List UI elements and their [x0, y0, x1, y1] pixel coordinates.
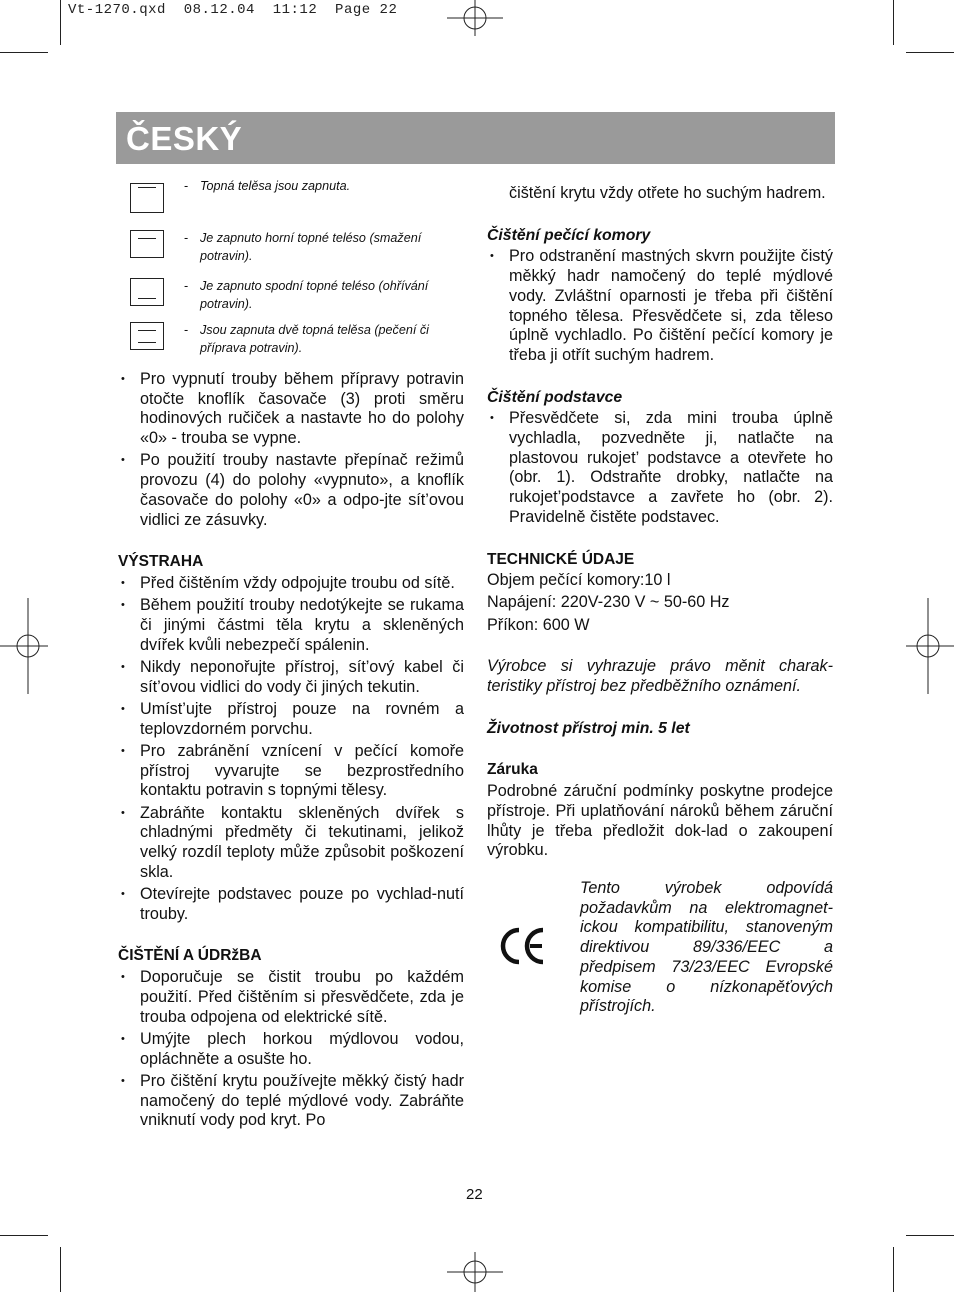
- list-item: • Pro odstranění mastných skvrn použijte čistý měkký hadr namočený do teplé mýdlové vody. Zvláštní oparnosti je třeba při čištění topného tělesa. Přesvědčete si, zda těleso úplně vychladlo. Po čištění pečící komory je třeba ji otřít suchým hadrem.: [487, 247, 833, 365]
- lower-heater-icon: [130, 278, 164, 306]
- top-heater-icon: [130, 183, 164, 213]
- lifetime-note: Životnost přístroj min. 5 let: [487, 719, 690, 737]
- spec-power-supply: Napájení: 220V-230 V ~ 50-60 Hz: [487, 593, 730, 612]
- list-item: • Otevírejte podstavec pouze po vychlad-nutí trouby.: [118, 885, 464, 924]
- section-heading-chamber: Čištění pečící komory: [487, 226, 651, 244]
- mode-item: - Je zapnuto spodní topné teléso (ohřívání potravin).: [118, 276, 464, 322]
- cleaning-list: [118, 968, 464, 1131]
- registration-mark-icon: [906, 598, 954, 694]
- section-heading-cleaning: ČIŠTĚNÍ A ÚDRžBA: [118, 947, 262, 965]
- list-item: • Po použití trouby nastavte přepínač režimů provozu (4) do polohy «vypnuto», a knoflík časovače do polohy «0» a odpo-jte sít’ovou vidlici ze zásuvky.: [118, 451, 464, 530]
- section-heading-specs: TECHNICKÉ ÚDAJE: [487, 550, 635, 568]
- crop-mark: [906, 1235, 954, 1236]
- ce-text: Tento výrobek odpovídá požadavkům na elektromagnet-ickou kompatibilitu, stanoveným direktivou 89/336/EEC a předpisem 73/23/EEC Evropské komise o nízkonapěťových přístrojích.: [580, 878, 833, 1016]
- list-item: • Přesvědčete si, zda mini trouba úplně vychladla, pozvedněte ji, natlačte na plastovou rukojet’ podstavce a otevřete ho (obr. 1). Odstraňte drobky, natlačte na rukojet’podstavce a zavřete ho (obr. 2). Pravidelně čistěte podstavec.: [487, 409, 833, 527]
- section-heading-warranty: Záruka: [487, 761, 538, 779]
- mode-description: Je zapnuto horní topné teléso (smažení potravin).: [200, 231, 422, 263]
- registration-mark-icon: [447, 0, 503, 36]
- crop-mark: [60, 0, 61, 45]
- chamber-list: [487, 247, 833, 365]
- ce-mark-icon: [499, 925, 547, 967]
- crop-mark: [906, 52, 954, 53]
- cleaning-continuation: čištění krytu vždy otřete ho suchým hadrem.: [509, 184, 826, 202]
- warranty-text: Podrobné záruční podmínky poskytne prodejce přístroje. Při uplatňování nároků během záruční lhůty je třeba předložit dok-lad o zakoupení výrobku.: [487, 782, 833, 860]
- spec-power: Příkon: 600 W: [487, 615, 590, 634]
- list-item: • Pro vypnutí trouby během přípravy potravin otočte knoflík časovače (3) proti směru hodinových ručiček a nastavte ho do polohy «0» - trouba se vypne.: [118, 370, 464, 449]
- crop-mark: [893, 0, 894, 45]
- registration-mark-icon: [447, 1252, 503, 1292]
- intro-list: [118, 370, 464, 530]
- section-heading-stand: Čištění podstavce: [487, 388, 623, 406]
- crop-mark: [0, 1235, 48, 1236]
- print-slug: Vt-1270.qxd 08.12.04 11:12 Page 22: [68, 2, 398, 18]
- mode-description: Jsou zapnuta dvě topná telěsa (pečení či příprava potravin).: [200, 323, 429, 355]
- mode-item: - Topná telěsa jsou zapnuta.: [118, 178, 464, 230]
- right-column: [487, 184, 833, 1029]
- registration-mark-icon: [0, 598, 48, 694]
- mode-description: Je zapnuto spodní topné teléso (ohřívání potravin).: [200, 279, 429, 311]
- crop-mark: [0, 52, 48, 53]
- mode-item: - Jsou zapnuta dvě topná telěsa (pečení či příprava potravin).: [118, 322, 464, 368]
- list-item: • Před čištěním vždy odpojujte troubu od sítě.: [118, 574, 464, 594]
- disclaimer: Výrobce si vyhrazuje právo měnit charak-teristiky přístroj bez předběžního oznámení.: [487, 657, 833, 696]
- ce-declaration: [487, 879, 833, 1029]
- list-item: • Umýjte plech horkou mýdlovou vodou, opláchněte a osušte ho.: [118, 1030, 464, 1069]
- list-item: • Během použití trouby nedotýkejte se rukama či jinými částmi těla krytu a skleněných dvířek kvůli nebezpečí spálenin.: [118, 596, 464, 655]
- list-item: • Zabráňte kontaktu skleněných dvířek s chladnými předměty či tekutinami, jelikož velký rozdíl teploty může způsobit poškození skla.: [118, 804, 464, 883]
- both-heaters-icon: [130, 322, 164, 350]
- mode-item: - Je zapnuto horní topné teléso (smažení potravin).: [118, 230, 464, 276]
- page-number: 22: [466, 1186, 483, 1203]
- left-column: [118, 178, 464, 1134]
- language-header: [116, 112, 835, 164]
- list-item: • Doporučuje se čistit troubu po každém použití. Před čištěním si přesvědčete, zda je trouba odpojena od elektrické sítě.: [118, 968, 464, 1027]
- list-item: • Pro čištění krytu používejte měkký čistý hadr namočený do teplé mýdlové vody. Zabráňte vniknutí vody pod kryt. Po: [118, 1072, 464, 1131]
- stand-list: [487, 409, 833, 527]
- list-item: • Nikdy neponořujte přístroj, sít’ový kabel či sít’ovou vidlici do vody či jiných tekutin.: [118, 658, 464, 697]
- crop-mark: [893, 1247, 894, 1292]
- spec-volume: Objem pečící komory:10 l: [487, 571, 671, 590]
- mode-description: Topná telěsa jsou zapnuta.: [200, 179, 351, 193]
- page-title: ČESKÝ: [126, 120, 243, 157]
- warning-list: [118, 574, 464, 925]
- list-item: • Pro zabránění vznícení v pečící komoře přístroj vyvarujte se bezprostředního kontaktu potravin s topnými tělesy.: [118, 742, 464, 801]
- section-heading-warning: VÝSTRAHA: [118, 553, 204, 571]
- crop-mark: [60, 1247, 61, 1292]
- list-item: • Umíst’ujte přístroj pouze na rovném a teplovzdorném porvchu.: [118, 700, 464, 739]
- upper-heater-icon: [130, 230, 164, 258]
